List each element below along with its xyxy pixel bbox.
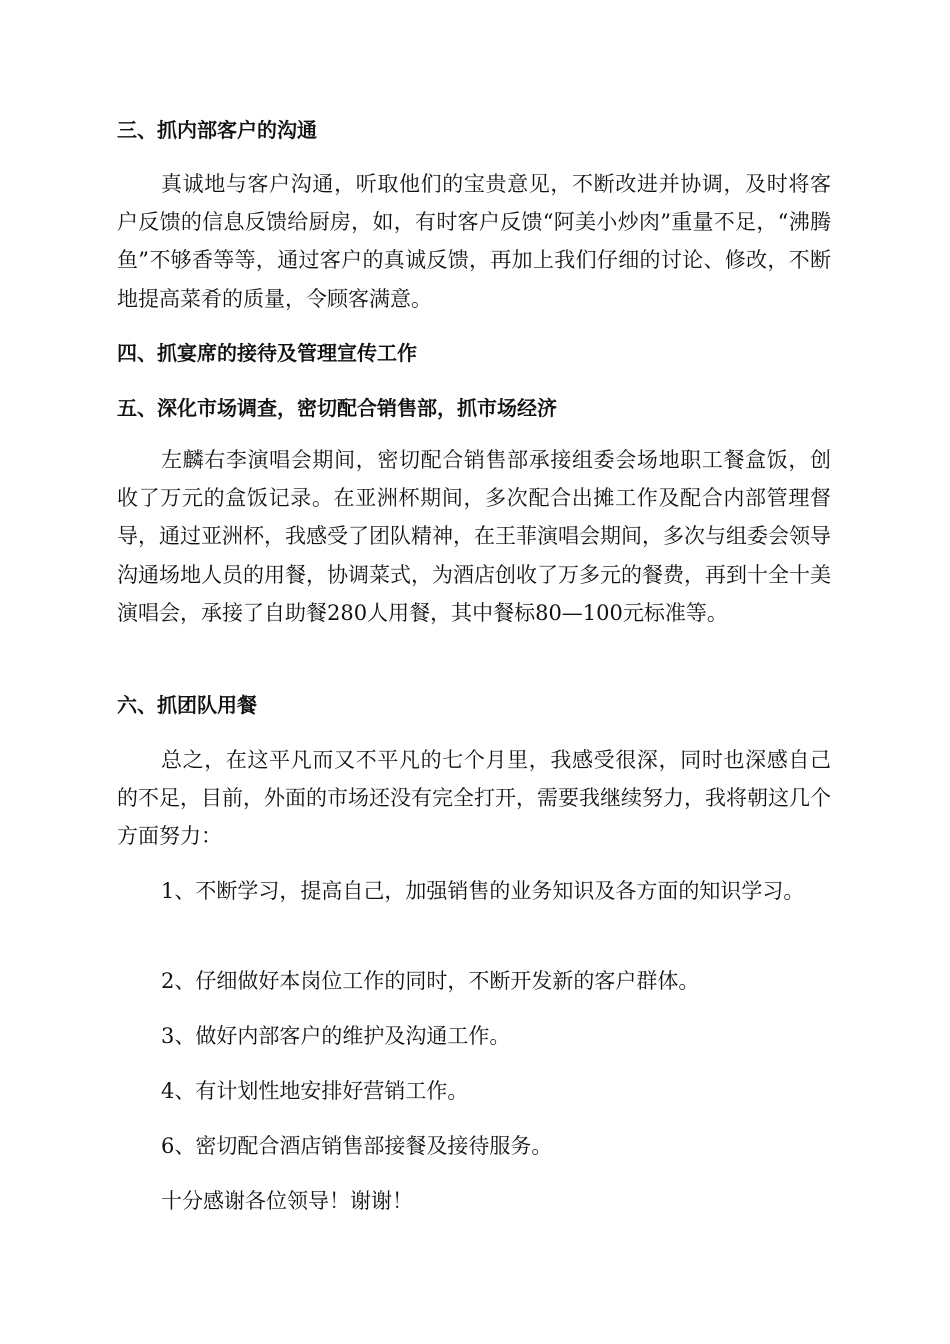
section-heading-6: 六、抓团队用餐 bbox=[117, 693, 257, 717]
list-item: 2、仔细做好本岗位工作的同时，不断开发新的客户群体。 bbox=[161, 969, 700, 993]
list-item: 3、做好内部客户的维护及沟通工作。 bbox=[161, 1024, 511, 1048]
list-item: 4、有计划性地安排好营销工作。 bbox=[161, 1079, 469, 1103]
section-heading-4: 四、抓宴席的接待及管理宣传工作 bbox=[117, 341, 417, 365]
section-paragraph-5: 左麟右李演唱会期间，密切配合销售部承接组委会场地职工餐盒饭，创收了万元的盒饭记录。在亚洲杯期间，多次配合出摊工作及配合内部管理督导，通过亚洲杯，我感受了团队精神，在王菲演唱会期间，多次与组委会领导沟通场地人员的用餐，协调菜式，为酒店创收了万多元的餐费，再到十全十美演唱会，承接了自助餐280人用餐，其中餐标80—100元标准等。 bbox=[117, 448, 831, 625]
section-paragraph-6: 总之，在这平凡而又不平凡的七个月里，我感受很深，同时也深感自己的不足，目前，外面的市场还没有完全打开，需要我继续努力，我将朝这几个方面努力： bbox=[117, 748, 831, 849]
section-heading-3: 三、抓内部客户的沟通 bbox=[117, 118, 317, 142]
section-paragraph-3: 真诚地与客户沟通，听取他们的宝贵意见，不断改进并协调，及时将客户反馈的信息反馈给厨房，如，有时客户反馈“阿美小炒肉”重量不足，“沸腾鱼”不够香等等，通过客户的真诚反馈，再加上我们仔细的讨论、修改，不断地提高菜肴的质量，令顾客满意。 bbox=[117, 172, 831, 311]
list-item: 6、密切配合酒店销售部接餐及接待服务。 bbox=[161, 1134, 553, 1158]
closing-remark: 十分感谢各位领导！谢谢！ bbox=[161, 1189, 413, 1213]
section-heading-5: 五、深化市场调查，密切配合销售部，抓市场经济 bbox=[117, 396, 557, 420]
list-item: 1、不断学习，提高自己，加强销售的业务知识及各方面的知识学习。 bbox=[161, 879, 805, 903]
